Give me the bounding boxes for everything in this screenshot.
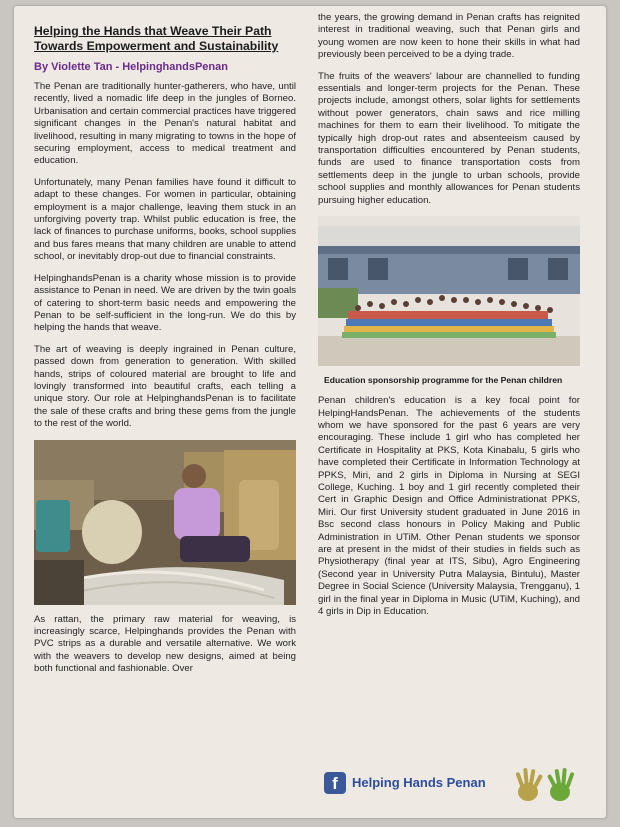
paragraph: The fruits of the weavers' labour are channelled to funding essentials and longer-term projects for the Penan. These projects include, amongst others, solar lights for settlements without power generators, chain saws and rice milling machines for them to earn their livelihood. To mitigate the typically high drop-out rates and absenteeism caused by transportation difficulties encountered by Penan students, funds are used to finance transportation costs from settlements deep in the jungle to urban schools, provide school supplies and monthly allowances for Penan students pursuing higher education. [318, 70, 580, 206]
paragraph: The Penan are traditionally hunter-gatherers, who have, until recently, lived a nomadic life deep in the jungles of Borneo. Urbanisation and certain commercial practices have triggered significant changes in the Penan's natural habitat and livelihood, resulting in many migrating to towns in the hope of securing employment, access to medical treatment and education. [34, 81, 296, 167]
paragraph: The art of weaving is deeply ingrained in Penan culture, passed down from generation to generation. With skilled hands, strips of coloured material are brought to life and lovingly transformed into beautiful crafts, each telling a unique story. Our role at HelpinghandsPenan is to facilitate the sale of these crafts and bring these gems from the jungle to the rest of the world. [34, 343, 296, 430]
paragraph: As rattan, the primary raw material for weaving, is increasingly scarce, Helpinghands provides the Penan with PVC strips as a durable and versatile alternative. We work with the weavers to develop new designs, aimed at being both functional and fashionable. Over [34, 613, 296, 675]
paragraph: the years, the growing demand in Penan crafts has reignited interest in traditional weaving, such that Penan girls and young women are now keen to hone their skills in what had previously been perceived to be a dying trade. [318, 12, 580, 61]
weaver-photo [34, 440, 296, 605]
leaflet-page [14, 6, 606, 818]
article-title: Helping the Hands that Weave Their Path Towards Empowerment and Sustainability [34, 24, 279, 53]
article-byline: By Violette Tan - HelpinghandsPenan [34, 61, 228, 73]
hands-logo-icon [506, 766, 582, 806]
left-column [34, 20, 296, 685]
right-column [318, 12, 580, 627]
photo-caption: Education sponsorship programme for the Penan children [324, 375, 563, 386]
footer-brand [320, 766, 582, 806]
students-group-photo [318, 216, 580, 366]
paragraph: Penan children's education is a key focal point for HelpingHandsPenan. The achievements of the students whom we have sponsored for the past 6 years are very encouraging. These include 1 girl who has completed her Certificate in Hospitality at PKS, Kota Kinabalu, 5 girls who have completed their Certificate in Information Technology at PPKS, Miri, and 2 girls in Diploma in Nursing at SEGI College, Kuching. 1 boy and 1 girl recently completed their Cert in Graphic Design and Office Administrationat PPKS, Miri. Our first University student graduated in June 2016 in Bsc second class honours in Policy Making and Public Administration in UTiM. Other Penan students we sponsor are at present in the midst of their studies in fields such as Physiotherapy (final year at ITS, Sibu), Agro Engineering (Second year in University Putra Malaysia, Bintulu), Master Degree in Social Science (University Malaysia, Trengganu), 1 girl in the final year in Diploma in Music (UTiM, Kuching), and 4 girls in Dip in Education. [318, 395, 580, 617]
facebook-icon[interactable]: f [324, 772, 346, 794]
brand-name: Helping Hands Penan [352, 775, 486, 790]
paragraph: Unfortunately, many Penan families have found it difficult to adapt to these changes. For women in particular, obtaining employment is a major challenge, leaving them stuck in an unforgiving poverty trap. Whilst public education is free, the lack of finances to purchase uniforms, books, school supplies and bus fares means that many children are unable to attend school, or inevitably drop-out due to financial constraints. [34, 176, 296, 263]
paragraph: HelpinghandsPenan is a charity whose mission is to provide assistance to Penan in need. We are driven by the twin goals of catering to short-term basic needs and empowering the Penan to be self-sufficient in the long-run. We do this by helping the hands that weave. [34, 272, 296, 334]
